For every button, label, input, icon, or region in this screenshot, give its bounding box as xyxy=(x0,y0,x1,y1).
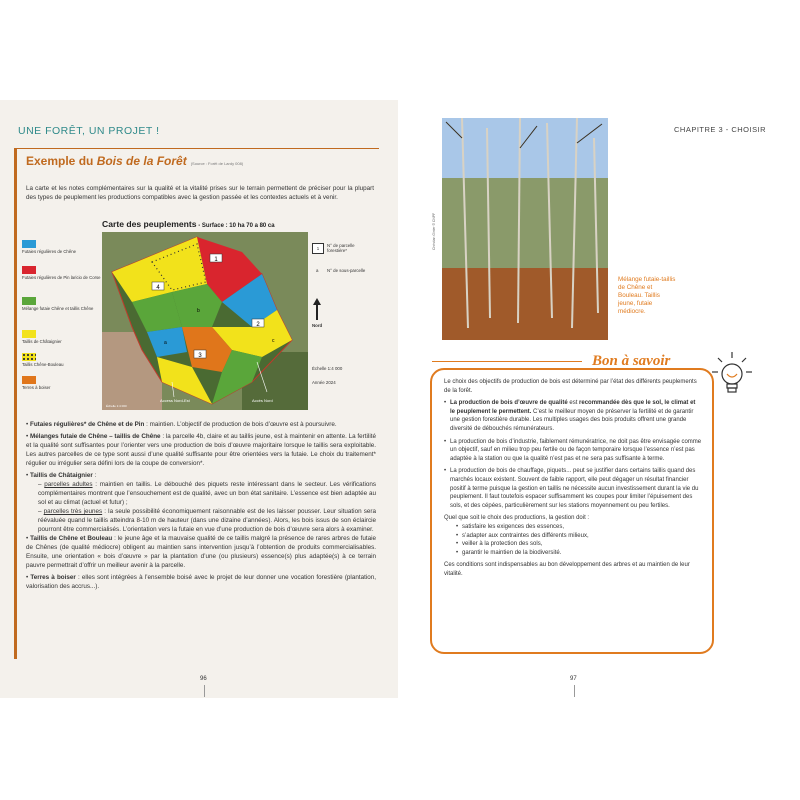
map-title xyxy=(102,219,275,229)
orientation-title: Terres à boiser xyxy=(30,574,76,581)
orientation-item: • Taillis de Châtaignier : xyxy=(26,472,97,479)
legend-label: Futaies régulières de Pin laricio de Corse xyxy=(22,275,101,280)
section-title-source: (Source : Forêt de Lardy 008) xyxy=(190,161,244,166)
section-title-italic: Bois de la Forêt xyxy=(96,154,187,168)
stand-orientations xyxy=(26,420,376,594)
orientation-title: Taillis de Châtaignier xyxy=(29,472,93,479)
orientation-text: : elles sont intégrées à l’ensemble boisé avec le projet de leur donner une vocation forestière (plantation, valorisation des accrus...). xyxy=(26,574,376,590)
orientation-subtext: : maintien en taillis. Le débouché des piquets reste intéressant dans le secteur. Les vérifications complémentaires montrent que l’ensouchement est de qualité, avec un bon état sanitaire. L’essence est bien adaptée au sol et au climat (actuel et futur) ; xyxy=(38,481,376,506)
photo-credit: Christian Ginter © CNPF xyxy=(432,212,436,250)
box-list-item xyxy=(444,399,702,433)
note-parcel-box: 1 xyxy=(312,243,324,254)
legend-swatch xyxy=(22,376,36,384)
section-title-prefix: Exemple du xyxy=(26,154,97,168)
box-sub-item: • veiller à la protection des sols, xyxy=(456,540,702,549)
box-sub-item: • satisfaire les exigences des essences, xyxy=(456,523,702,532)
box-item-mid: est xyxy=(567,400,580,407)
box-sub-item: • garantir le maintien de la biodiversité. xyxy=(456,549,702,558)
folio-tick xyxy=(204,685,205,697)
orientation-item: • Mélanges futaie de Chêne – taillis de Chêne : la parcelle 4b, claire et au taillis jeune, est à maintenir en attente. La fertilité et la qualité sont suffisantes pour l’orienter vers une production de bois d’œuvre majoritaire lorsque le taillis sera exploitable. Les autres parcelles de ce type sont aussi d’une qualité suffisante pour être orientées vers la futaie. Le choix du traitement* régulier ou irrégulier sera défini lors de la coupe de conversion*. xyxy=(26,433,376,467)
note-parcel-text: N° de parcelle forestière* xyxy=(327,243,355,254)
legend-swatch-dotted xyxy=(22,353,36,361)
orientation-title: Mélanges futaie de Chêne – taillis de Chêne xyxy=(29,433,161,440)
legend-label: Taillis Chêne-Bouleau xyxy=(22,362,64,367)
legend-item xyxy=(22,266,102,280)
legend-label: Futaies régulières de Chêne xyxy=(22,249,76,254)
box-title: Bon à savoir xyxy=(592,353,671,369)
legend-label: Terres à boiser xyxy=(22,385,51,390)
orientation-subitem: – parcelles très jeunes : la seule possibilité économiquement raisonnable est de les laisser pousser. Leur situation sera réévaluée quand le taillis atteindra 8-10 m de hauteur (dans une dizaine d’années). Alors, les bois issus de son éclaircie pourront être commercialisés. L’orientation vers la futaie en vue d’une production de bois d’œuvre sera alors à examiner. xyxy=(38,508,376,533)
good-to-know-body xyxy=(444,378,702,582)
orientation-subtitle: parcelles adultes xyxy=(44,481,93,488)
orientation-subtext: : la seule possibilité économiquement raisonnable est de les laisser pousser. Leur situation sera réévaluée quand le taillis atteindra 8-10 m de hauteur (dans une dizaine d’années). Alors, les bois issus de son éclaircie pourront être commercialisés. L’orientation vers la futaie en vue d’une production de bois d’œuvre sera alors à examiner. xyxy=(38,508,376,533)
stand-map xyxy=(102,232,308,410)
box-item-text: C’est le meilleur moyen de préserver la fertilité et de garantir une gestion forestière durable. Les multiples usages des bois produits offrent une grande diversité de débouchés rémunérateurs. xyxy=(450,408,694,432)
north-arrow-icon xyxy=(312,298,322,320)
orientation-text: : la parcelle 4b, claire et au taillis jeune, est à maintenir en attente. La fertilité et la qualité sont suffisantes pour l’orienter vers une production de bois d’œuvre majoritaire lorsque le taillis sera exploitable. Les autres parcelles de ce type sont aussi d’une qualité suffisante pour être orientées vers la futaie. Le choix du traitement* régulier ou irrégulier sera défini lors de la coupe de conversion*. xyxy=(26,433,376,467)
orientation-title: Taillis de Chêne et Bouleau xyxy=(30,535,113,542)
legend-item xyxy=(22,240,102,254)
box-list-item: • La production de bois de chauffage, piquets... peut se justifier dans certains taillis quand des marchés locaux existent. Souvent de faible rapport, elle peut dégager un résultat financier positif à terme puisque la gestion en taillis ne nécessite aucun investissement durant la vie du peuplement. Il faut toutefois espacer suffisamment les coupes pour limiter l’épuisement des sols, et des cépées, particulièrement sur les stations moyennement ou peu fertiles. xyxy=(444,467,702,510)
section-title xyxy=(26,154,243,168)
box-title-rule xyxy=(432,361,582,362)
legend-swatch xyxy=(22,297,36,305)
box-item-title: La production de bois d’œuvre de qualité xyxy=(450,400,568,407)
map-title-main: Carte des peuplements xyxy=(102,219,197,229)
photo-caption: Mélange futaie-taillis de Chêne et Bouleau. Taillis jeune, futaie médiocre. xyxy=(618,276,676,315)
parcel-tag-label: 3 xyxy=(198,353,202,359)
folio-tick xyxy=(574,685,575,697)
legend-item xyxy=(22,353,102,367)
intro-paragraph: La carte et les notes complémentaires sur la qualité et la vitalité prises sur le terrain permettent de préciser pour la plupart des types de peuplement les productions compatibles avec la gestion passée et les contextes actuels et à venir. xyxy=(26,185,374,202)
sub-parcel-label: a xyxy=(164,340,167,346)
note-north: Nord xyxy=(312,323,323,328)
note-sub-letter: a xyxy=(316,268,319,273)
forest-photo xyxy=(442,118,608,340)
parcel-tag-label: 1 xyxy=(214,257,218,263)
note-year: Année 2024 xyxy=(312,380,336,385)
legend-swatch xyxy=(22,240,36,248)
access-label: Accès Nord xyxy=(252,398,273,403)
orientation-subtitle: parcelles très jeunes xyxy=(43,508,103,515)
sub-parcel-label: b xyxy=(197,308,200,314)
running-head-left: UNE FORÊT, UN PROJET ! xyxy=(18,125,160,137)
legend-item xyxy=(22,330,102,344)
legend-item xyxy=(22,297,102,311)
running-head-right: CHAPITRE 3 - CHOISIR xyxy=(674,125,767,134)
legend-label: Mélange futaie Chêne et taillis Chêne xyxy=(22,306,94,311)
box-paragraph: Le choix des objectifs de production de bois est déterminé par l’état des différents peuplements de la forêt. xyxy=(444,379,697,394)
orientation-text: : le jeune âge et la mauvaise qualité de ce taillis malgré la présence de rares arbres de futaie de Chênes (de qualité médiocre) obligent au maintien sans intervention jusqu’à l’obtention de produits commercialisables. Ensuite, une orientation « bois d’œuvre » par la plantation d’une (ou plusieurs) essence(s) plus adaptée(s) à ce terrain pauvre permettrait d’offrir un meilleur avenir à la parcelle. xyxy=(26,535,376,569)
box-list-item: • La production de bois d’industrie, faiblement rémunératrice, ne doit pas être envisagée comme un objectif, sauf en milieu trop peu fertile ou de façon temporaire lorsque l’essence n’est pas adaptée à la station ou que la qualité n’est pas et ne sera pas suffisante à terme. xyxy=(444,438,702,464)
note-sub-text: N° de sous-parcelle xyxy=(327,268,366,273)
orientation-item: • Terres à boiser : elles sont intégrées à l’ensemble boisé avec le projet de leur donner une vocation forestière (plantation, valorisation des accrus...). xyxy=(26,574,376,590)
page-number-left: 96 xyxy=(200,676,207,682)
orientation-text: : xyxy=(92,472,97,479)
lightbulb-icon xyxy=(710,350,754,398)
orientation-subitem: – parcelles adultes : maintien en taillis. Le débouché des piquets reste intéressant dans le secteur. Les vérifications complémentaires montrent que l’ensouchement est de qualité, avec un bon état sanitaire. L’essence est bien adaptée au sol et au climat (actuel et futur) ; xyxy=(38,481,376,506)
parcel-tag-label: 4 xyxy=(156,285,160,291)
box-sub-item: • s’adapter aux contraintes des différents milieux, xyxy=(456,532,702,541)
legend-label: Taillis de Châtaignier xyxy=(22,339,62,344)
access-label: Access Nord-Est xyxy=(160,398,190,403)
legend-swatch xyxy=(22,266,36,274)
page-number-right: 97 xyxy=(570,676,577,682)
orientation-title: Futaies régulières* de Chêne et de Pin xyxy=(29,421,145,428)
sub-parcel-label: c xyxy=(272,338,275,344)
box-item-title-2: recommandée dès que le sol, le climat et le peuplement le permettent. xyxy=(450,400,696,415)
map-title-surface: - Surface : 10 ha 70 a 80 ca xyxy=(196,223,275,229)
orientation-item: • Futaies régulières* de Chêne et de Pin : maintien. L’objectif de production de bois d’œuvre est à poursuivre. xyxy=(26,421,337,428)
legend-item xyxy=(22,376,102,390)
box-paragraph: Quel que soit le choix des productions, la gestion doit : xyxy=(444,515,590,522)
map-scale-note: Échelle 1:4 000 xyxy=(106,404,127,408)
box-paragraph: Ces conditions sont indispensables au bon développement des arbres et au maintien de leur vitalité. xyxy=(444,562,690,577)
parcel-tag-label: 2 xyxy=(256,322,260,328)
orientation-item: • Taillis de Chêne et Bouleau : le jeune âge et la mauvaise qualité de ce taillis malgré la présence de rares arbres de futaie de Chênes (de qualité médiocre) obligent au maintien sans intervention jusqu’à l’obtention de produits commercialisables. Ensuite, une orientation « bois d’œuvre » par la plantation d’une (ou plusieurs) essence(s) plus adaptée(s) à ce terrain pauvre permettrait d’offrir un meilleur avenir à la parcelle. xyxy=(26,535,376,569)
note-scale: Échelle 1:4 000 xyxy=(312,366,343,371)
legend-swatch xyxy=(22,330,36,338)
orientation-text: : maintien. L’objectif de production de bois d’œuvre est à poursuivre. xyxy=(144,421,337,428)
